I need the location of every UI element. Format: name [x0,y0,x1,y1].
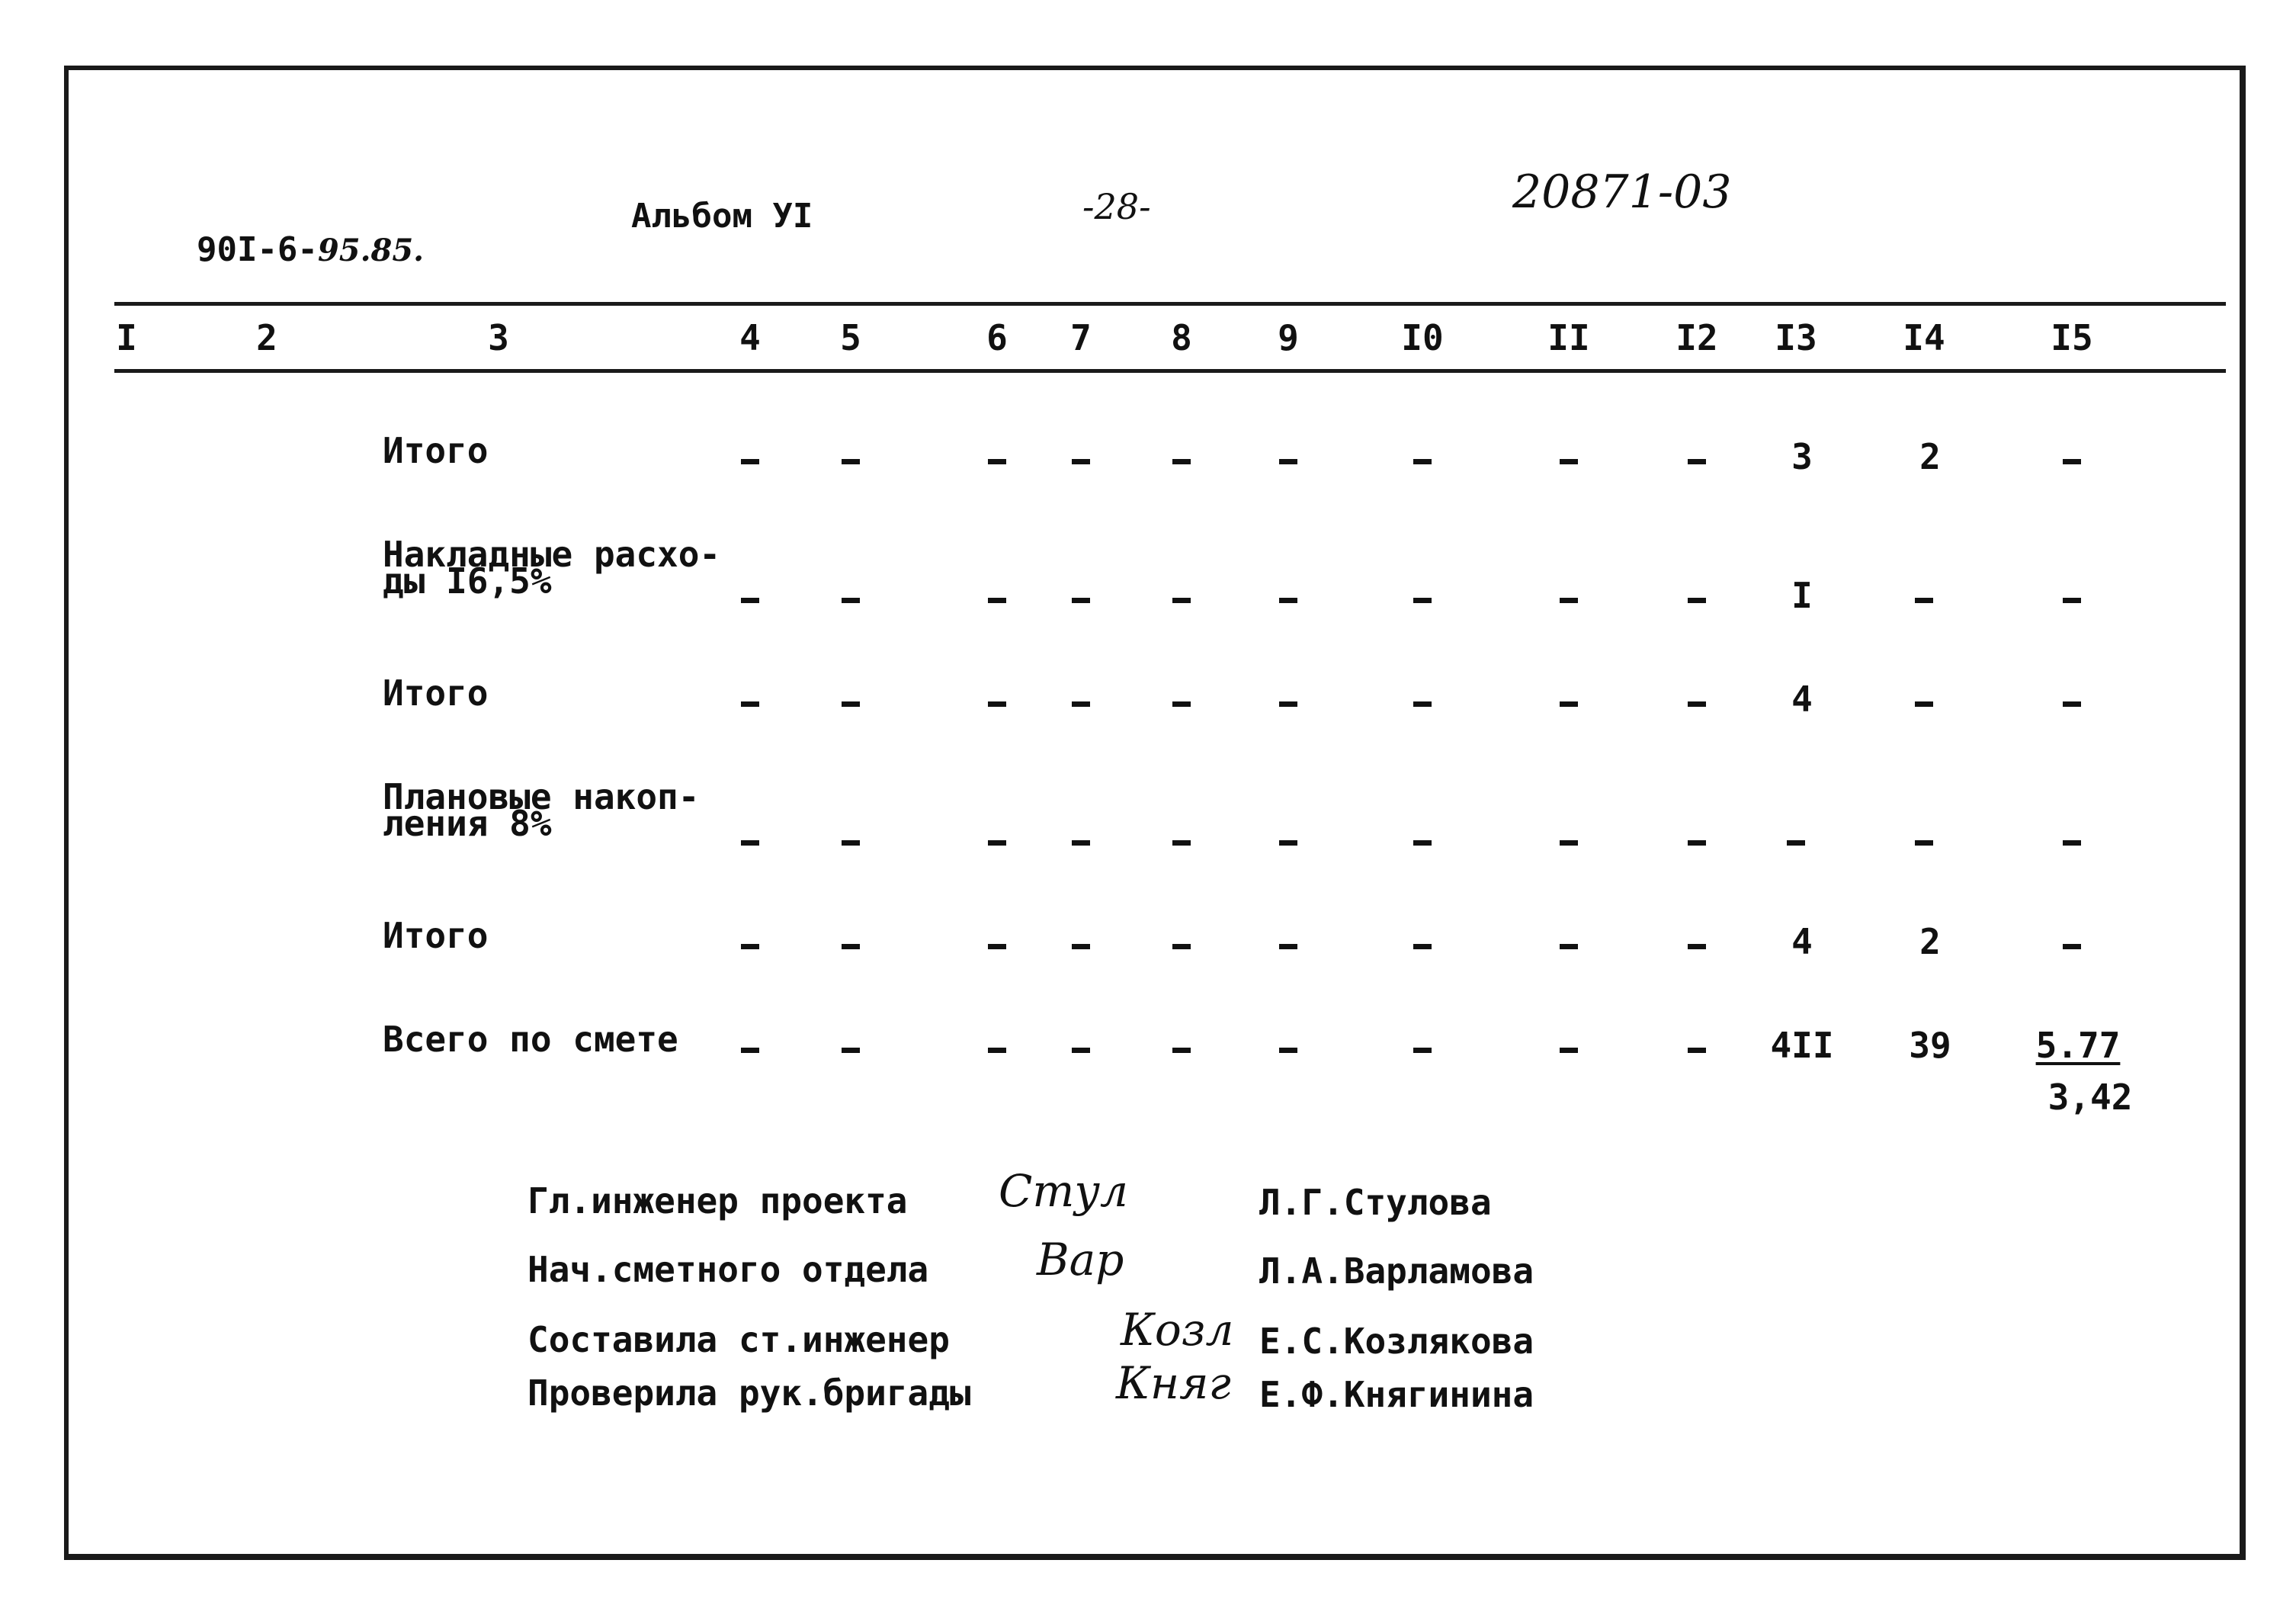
dash-mark [1279,598,1297,603]
column-number: I [116,317,137,358]
row-label: Накладные расхо- ды I6,5% [383,534,721,602]
document-number: 20871-03 [1512,165,1732,219]
signatory-name: Е.Ф.Княгинина [1259,1374,1534,1415]
signature-role: Нач.сметного отдела [528,1249,929,1290]
dash-mark [1072,459,1090,464]
dash-mark [1072,598,1090,603]
column-number: 9 [1278,317,1299,358]
dash-mark [1413,944,1432,949]
dash-mark [1279,944,1297,949]
header-rule-top [114,302,2226,306]
dash-mark [1172,840,1191,846]
dash-mark [1279,1048,1297,1053]
dash-mark [988,459,1006,464]
column-number: 3 [488,317,509,358]
dash-mark [1688,1048,1706,1053]
dash-mark [2063,598,2081,603]
handwritten-signature: Княг [1116,1357,1231,1409]
signature-role: Гл.инженер проекта [528,1180,908,1221]
handwritten-signature: Вар [1037,1234,1124,1286]
dash-mark [842,840,860,846]
column-number: 4 [739,317,761,358]
dash-mark [1413,701,1432,707]
dash-mark [741,459,759,464]
dash-mark [988,840,1006,846]
dash-mark [1915,701,1933,707]
dash-mark [842,1048,860,1053]
header-code [116,200,424,300]
dash-mark [1688,598,1706,603]
row-label: Итого [383,915,489,956]
dash-mark [1413,840,1432,846]
table-cell-value: 3 [1791,436,1813,477]
table-cell-value: 4II [1770,1025,1834,1066]
dash-mark [1172,701,1191,707]
column-number: I4 [1903,317,1945,358]
dash-mark [1560,701,1578,707]
dash-mark [1172,1048,1191,1053]
row-label: Плановые накоп- ления 8% [383,776,700,844]
dash-mark [1279,701,1297,707]
dash-mark [1413,598,1432,603]
column-number: 6 [986,317,1008,358]
column-number: I2 [1676,317,1718,358]
column-number: 2 [256,317,277,358]
dash-mark [741,944,759,949]
column-number: II [1547,317,1590,358]
dash-mark [741,840,759,846]
table-cell-value: 2 [1919,436,1941,477]
album-title: Альбом УI [631,197,813,236]
table-cell-value: 39 [1909,1025,1951,1066]
dash-mark [1915,598,1933,603]
dash-mark [2063,459,2081,464]
dash-mark [988,1048,1006,1053]
dash-mark [988,598,1006,603]
signatory-name: Е.С.Козлякова [1259,1321,1534,1362]
dash-mark [1915,840,1933,846]
dash-mark [1072,1048,1090,1053]
dash-mark [1560,944,1578,949]
dash-mark [842,459,860,464]
header-rule-bottom [114,369,2226,373]
table-cell-extra-value: 3,42 [2047,1077,2133,1118]
dash-mark [1413,1048,1432,1053]
column-number: 7 [1070,317,1092,358]
dash-mark [1172,459,1191,464]
signatory-name: Л.Г.Стулова [1259,1182,1492,1223]
dash-mark [1172,598,1191,603]
dash-mark [842,944,860,949]
dash-mark [1413,459,1432,464]
dash-mark [1072,840,1090,846]
handwritten-signature: Козл [1121,1304,1234,1356]
dash-mark [1172,944,1191,949]
dash-mark [1560,598,1578,603]
dash-mark [1787,840,1805,846]
dash-mark [988,944,1006,949]
dash-mark [988,701,1006,707]
dash-mark [741,1048,759,1053]
dash-mark [1688,840,1706,846]
column-number: I5 [2051,317,2093,358]
header-code-handwritten: 95.85. [317,233,425,268]
handwritten-signature: Стул [999,1165,1128,1217]
dash-mark [1560,459,1578,464]
column-number: I0 [1401,317,1444,358]
dash-mark [842,701,860,707]
table-cell-value: I [1791,575,1813,616]
column-number: I3 [1775,317,1817,358]
signature-role: Составила ст.инженер [528,1319,950,1360]
dash-mark [741,598,759,603]
row-label: Итого [383,430,489,471]
dash-mark [2063,944,2081,949]
dash-mark [1688,701,1706,707]
column-number: 5 [840,317,861,358]
header-code-printed: 90I-6- [196,230,318,269]
dash-mark [1072,701,1090,707]
column-number: 8 [1171,317,1192,358]
table-cell-value: 4 [1791,921,1813,962]
page-number: -28- [1082,186,1151,227]
dash-mark [1560,1048,1578,1053]
signature-role: Проверила рук.бригады [528,1372,971,1414]
row-label: Всего по смете [383,1019,678,1060]
table-cell-value: 2 [1919,921,1941,962]
dash-mark [1279,459,1297,464]
dash-mark [1072,944,1090,949]
dash-mark [2063,840,2081,846]
table-cell-value: 5.77 [2035,1025,2121,1066]
dash-mark [741,701,759,707]
dash-mark [1279,840,1297,846]
dash-mark [2063,701,2081,707]
dash-mark [1688,944,1706,949]
table-cell-value: 4 [1791,679,1813,720]
dash-mark [1560,840,1578,846]
dash-mark [842,598,860,603]
row-label: Итого [383,672,489,714]
dash-mark [1688,459,1706,464]
signatory-name: Л.А.Варламова [1259,1250,1534,1292]
